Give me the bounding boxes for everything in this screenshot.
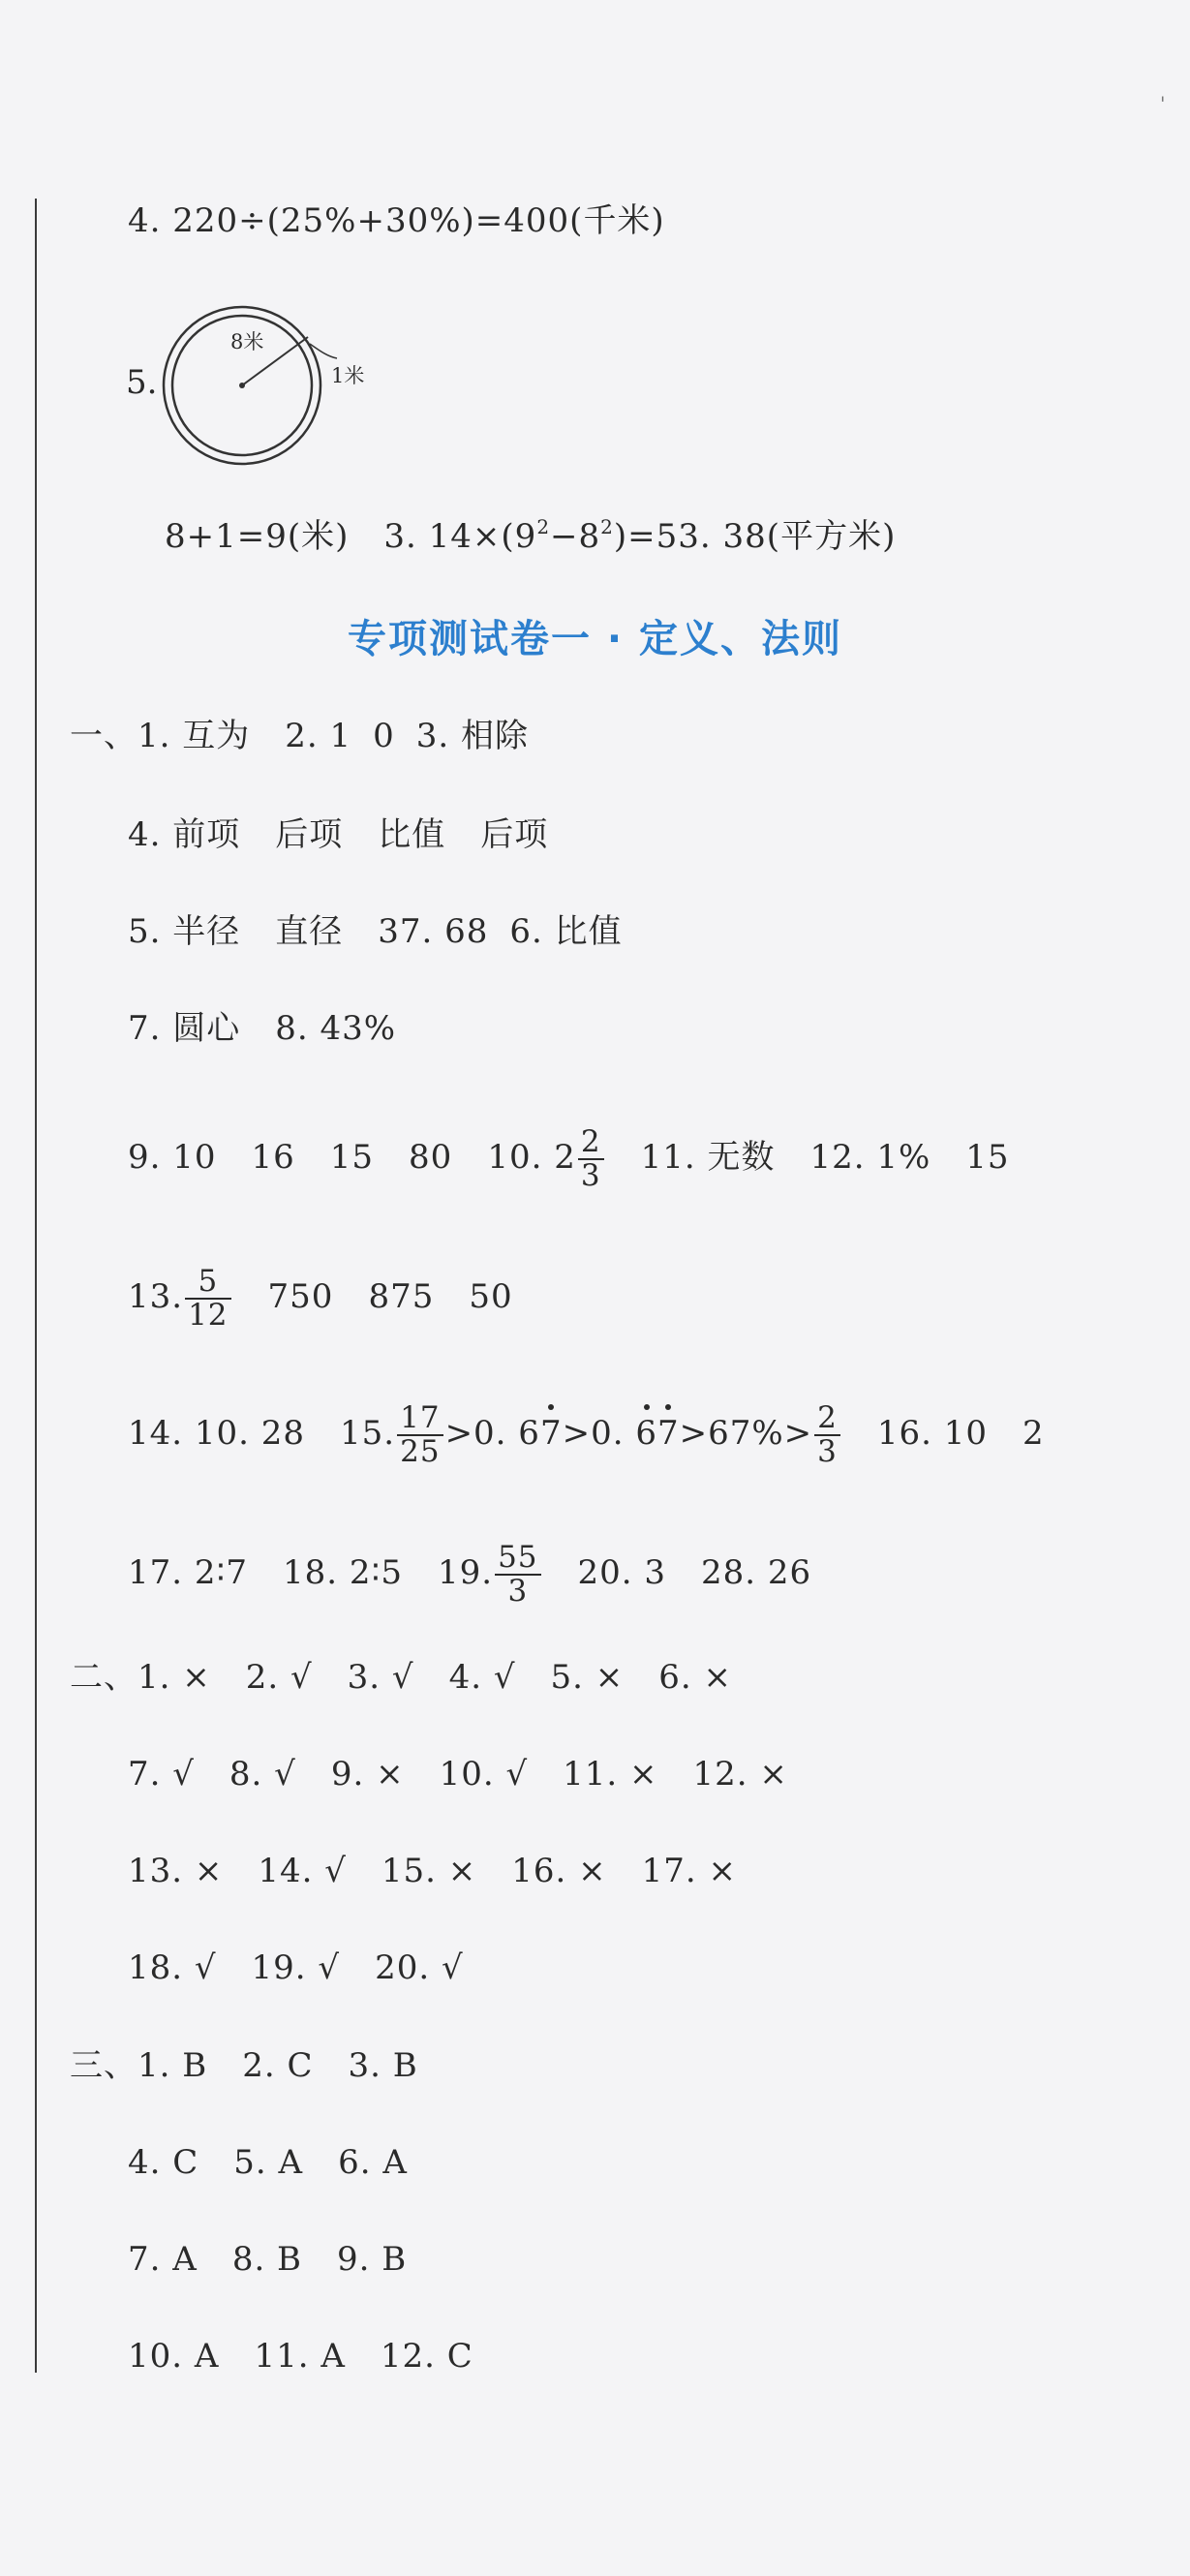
answer-item: 2. 1 [285, 717, 352, 755]
answer-item: 3. √ [347, 1658, 414, 1697]
denominator: 3 [507, 1574, 529, 1609]
answer-item: 1. 互为 [137, 717, 251, 755]
part3-row-4 [128, 2337, 473, 2376]
answer-item: 3. B [348, 2046, 418, 2085]
answer-item: 后项 [275, 815, 344, 854]
superscript: 2 [536, 515, 551, 538]
answer-item: 6. × [658, 1658, 733, 1697]
answer-item: 16. 10 [876, 1414, 989, 1453]
question-5-label: 5. [126, 363, 158, 402]
numerator: 5 [185, 1266, 230, 1300]
calc-b-mid: −8 [550, 517, 601, 556]
answer-item: 875 [368, 1277, 435, 1316]
part2-row-3 [128, 1852, 737, 1890]
part1-row-2 [128, 815, 548, 854]
part3-row-1 [70, 2046, 418, 2085]
answer-item: 8. √ [229, 1755, 296, 1794]
answer-item: 11. × [563, 1755, 658, 1794]
answer-item: 80 [409, 1138, 453, 1177]
answer-item: 直径 [275, 912, 344, 951]
part1-row-5 [128, 1126, 1010, 1192]
answer-text: 4. 220÷(25%+30%)=400(千米) [128, 201, 665, 240]
ring-width-label: 1米 [331, 364, 365, 387]
answer-item: 13. [128, 1277, 184, 1316]
calc-a: 8+1=9(米) [165, 517, 350, 556]
answer-item: 5. 半径 [128, 912, 241, 951]
answer-item: 1. B [137, 2046, 208, 2085]
answer-item: 9. 10 [128, 1138, 217, 1177]
numerator: 17 [397, 1402, 442, 1436]
part1-row-1 [70, 717, 529, 755]
corner-mark: ' [1160, 92, 1166, 115]
answer-item: 37. 68 [378, 912, 489, 951]
fraction [495, 1542, 540, 1608]
inner-radius-label: 8米 [230, 330, 264, 353]
part1-row-7 [128, 1402, 1045, 1468]
answer-item: 4. 前项 [128, 815, 241, 854]
answer-item: 11. A [254, 2337, 346, 2376]
fraction [185, 1266, 230, 1332]
answer-item: 4. C [128, 2143, 199, 2182]
numerator: 2 [814, 1402, 840, 1436]
part-prefix: 一、 [70, 717, 137, 755]
answer-item: 10. A [128, 2337, 220, 2376]
answer-item: 50 [469, 1277, 513, 1316]
answer-item: 1. × [137, 1658, 211, 1697]
answer-item: 2. C [242, 2046, 314, 2085]
answer-item: 6. 比值 [509, 912, 623, 951]
answer-item: 15 [965, 1138, 1010, 1177]
answer-item: 7. √ [128, 1755, 195, 1794]
answer-item: 20. 3 [577, 1553, 667, 1592]
answer-item: 13. × [128, 1852, 224, 1890]
answer-item: 2. √ [245, 1658, 313, 1697]
answer-item: 3. 相除 [415, 717, 530, 755]
answer-item: 14. 10. 28 [128, 1414, 306, 1453]
denominator: 12 [188, 1298, 229, 1333]
calc-b-post: )=53. 38(平方米) [613, 517, 897, 556]
denominator: 3 [817, 1434, 838, 1469]
answer-item: 0 [373, 717, 395, 755]
part1-row-6 [128, 1266, 513, 1332]
part-prefix: 二、 [70, 1658, 137, 1697]
answer-item: 15. [340, 1414, 396, 1453]
section-title: 专项测试卷一 · 定义、法则 [347, 617, 843, 661]
answer-item: 6. A [338, 2143, 408, 2182]
margin-rule [35, 199, 37, 2373]
answer-item: 8. B [231, 2240, 303, 2279]
answer-item: 15 [329, 1138, 375, 1177]
repeating-digit: 7 [539, 1414, 563, 1453]
answer-item: 7. A [128, 2240, 198, 2279]
answer-item: >67%> [679, 1414, 813, 1453]
answer-item: 9. × [330, 1755, 405, 1794]
answer-item: 5. A [233, 2143, 304, 2182]
fraction [578, 1126, 604, 1192]
part2-row-2 [128, 1755, 788, 1794]
answer-item: >0. [562, 1414, 636, 1453]
fraction [814, 1402, 840, 1468]
fraction [397, 1402, 442, 1468]
answer-item: 比值 [378, 815, 446, 854]
superscript: 2 [600, 515, 614, 538]
answer-item: 7. 圆心 [128, 1009, 241, 1048]
answer-item: 4. √ [448, 1658, 516, 1697]
answer-item: 12. × [692, 1755, 788, 1794]
answer-item: 28. 26 [701, 1553, 812, 1592]
part1-row-8 [128, 1542, 811, 1608]
part1-row-3 [128, 912, 623, 951]
part-prefix: 三、 [70, 2046, 137, 2085]
answer-item: 15. × [381, 1852, 477, 1890]
calc-b-pre: 3. 14×(9 [383, 517, 537, 556]
repeating-digit: 7 [656, 1414, 680, 1453]
answer-item: 11. 无数 [640, 1138, 776, 1177]
repeating-digit: 6 [635, 1414, 657, 1453]
answer-item: 10. √ [439, 1755, 529, 1794]
part3-row-2 [128, 2143, 408, 2182]
answer-line-5-calc [165, 517, 896, 556]
answer-item: >0. 6 [444, 1414, 540, 1453]
part2-row-1 [70, 1658, 732, 1697]
answer-item: 5. × [550, 1658, 625, 1697]
answer-item: 12. C [380, 2337, 473, 2376]
ring-diagram [145, 300, 365, 475]
answer-item: 750 [267, 1277, 334, 1316]
answer-item: 后项 [480, 815, 549, 854]
answer-item: 18. 2∶5 [283, 1553, 403, 1592]
answer-item: 9. B [337, 2240, 408, 2279]
answer-item: 16 [251, 1138, 295, 1177]
answer-item: 8. 43% [275, 1009, 397, 1048]
answer-item: 10. 2 [487, 1138, 576, 1177]
answer-item: 2 [1022, 1414, 1045, 1453]
denominator: 25 [400, 1434, 441, 1469]
answer-item: 19. [438, 1553, 494, 1592]
answer-item: 18. √ [128, 1948, 217, 1987]
answer-item: 20. √ [375, 1948, 464, 1987]
answer-item: 16. × [511, 1852, 607, 1890]
part3-row-3 [128, 2240, 407, 2279]
answer-item: 12. 1% [809, 1138, 931, 1177]
denominator: 3 [580, 1158, 601, 1193]
answer-item: 17. 2∶7 [128, 1553, 248, 1592]
numerator: 55 [495, 1542, 540, 1576]
answer-item: 19. √ [251, 1948, 341, 1987]
answer-item: 14. √ [258, 1852, 347, 1890]
part1-row-4 [128, 1009, 396, 1048]
part2-row-4 [128, 1948, 464, 1987]
answer-item: 17. × [641, 1852, 738, 1890]
answer-line-4 [128, 201, 665, 240]
numerator: 2 [578, 1126, 604, 1160]
